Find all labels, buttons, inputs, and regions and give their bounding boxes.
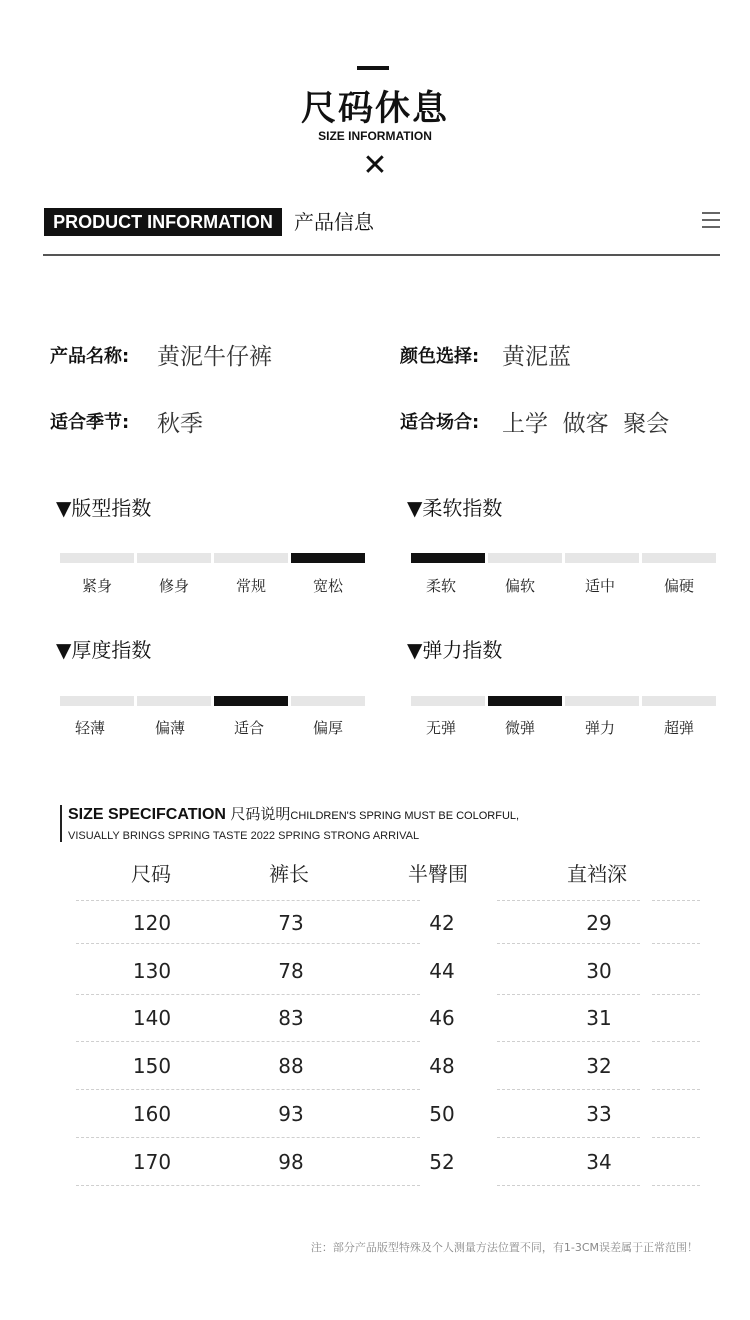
scale-segment <box>565 696 639 706</box>
product-info-banner: PRODUCT INFORMATION <box>44 208 282 236</box>
scale-segment <box>137 696 211 706</box>
table-cell: 48 <box>429 1054 455 1078</box>
table-cell: 46 <box>429 1006 455 1030</box>
table-cell: 88 <box>278 1054 304 1078</box>
table-cell: 160 <box>132 1102 172 1126</box>
table-cell: 30 <box>586 959 612 983</box>
occasion-value: 上学 做客 聚会 <box>502 411 670 437</box>
spec-tagline-1: CHILDREN'S SPRING MUST BE COLORFUL, <box>290 810 520 822</box>
fit-index-title: ▼版型指数 <box>56 496 152 520</box>
scale-segment <box>642 696 716 706</box>
row-divider <box>497 1041 640 1042</box>
season-value: 秋季 <box>157 411 203 437</box>
color-value: 黄泥蓝 <box>502 344 571 370</box>
table-header: 尺码 <box>131 862 171 886</box>
row-divider <box>497 943 640 944</box>
page-title: 尺码休息 <box>300 89 449 129</box>
row-divider <box>652 900 700 901</box>
scale-segment <box>565 553 639 563</box>
scale-segment <box>488 553 562 563</box>
scale-label: 轻薄 <box>74 719 105 737</box>
scale-label: 微弹 <box>504 719 535 737</box>
banner-divider <box>43 254 720 256</box>
row-divider <box>76 1137 420 1138</box>
table-cell: 150 <box>132 1054 172 1078</box>
scale-segment <box>642 553 716 563</box>
scale-label: 偏厚 <box>312 719 343 737</box>
product-info-cn-label: 产品信息 <box>294 210 374 234</box>
cross-icon: ✕ <box>362 148 388 183</box>
row-divider <box>652 994 700 995</box>
table-cell: 42 <box>429 911 455 935</box>
scale-label: 修身 <box>158 577 189 595</box>
header-dash <box>357 66 389 70</box>
occasion-label: 适合场合: <box>400 412 480 433</box>
row-divider <box>76 994 420 995</box>
scale-label: 柔软 <box>425 577 456 595</box>
table-cell: 78 <box>278 959 304 983</box>
scale-segment <box>214 696 288 706</box>
table-header: 裤长 <box>269 862 309 886</box>
scale-label: 偏软 <box>504 577 535 595</box>
scale-label: 宽松 <box>312 577 343 595</box>
season-label: 适合季节: <box>50 412 130 433</box>
softness-index-title: ▼柔软指数 <box>407 496 503 520</box>
row-divider <box>652 1089 700 1090</box>
row-divider <box>497 1089 640 1090</box>
product-name-label: 产品名称: <box>50 346 130 367</box>
spec-tagline-2: VISUALLY BRINGS SPRING TASTE 2022 SPRING STRONG ARRIVAL <box>68 830 420 842</box>
scale-label: 偏硬 <box>663 577 694 595</box>
spec-title <box>68 804 519 826</box>
row-divider <box>76 900 420 901</box>
row-divider <box>497 1185 640 1186</box>
row-divider <box>497 1137 640 1138</box>
scale-segment <box>60 696 134 706</box>
scale-segment <box>291 553 365 563</box>
scale-label: 弹力 <box>584 719 615 737</box>
table-cell: 50 <box>429 1102 455 1126</box>
table-cell: 32 <box>586 1054 612 1078</box>
scale-label: 常规 <box>235 577 266 595</box>
spec-title-en: SIZE SPECIFCATION <box>68 806 226 823</box>
thickness-index-scale <box>60 696 366 746</box>
scale-label: 适中 <box>584 577 615 595</box>
footnote: 注：部分产品版型特殊及个人测量方法位置不同，有1-3CM误差属于正常范围！ <box>310 1241 698 1254</box>
scale-segment <box>411 553 485 563</box>
scale-label: 紧身 <box>81 577 112 595</box>
table-cell: 98 <box>278 1150 304 1174</box>
row-divider <box>497 900 640 901</box>
softness-index-scale <box>411 553 717 603</box>
product-name-value: 黄泥牛仔裤 <box>157 344 272 370</box>
fit-index-scale <box>60 553 366 603</box>
scale-segment <box>214 553 288 563</box>
table-cell: 73 <box>278 911 304 935</box>
table-header: 直裆深 <box>567 862 627 886</box>
row-divider <box>652 1137 700 1138</box>
menu-icon[interactable] <box>702 212 720 230</box>
spec-accent-bar <box>60 805 62 842</box>
elasticity-index-title: ▼弹力指数 <box>407 638 503 662</box>
table-cell: 120 <box>132 911 172 935</box>
table-cell: 83 <box>278 1006 304 1030</box>
table-cell: 130 <box>132 959 172 983</box>
row-divider <box>652 1041 700 1042</box>
table-cell: 52 <box>429 1150 455 1174</box>
scale-label: 无弹 <box>425 719 456 737</box>
scale-segment <box>137 553 211 563</box>
row-divider <box>76 1185 420 1186</box>
table-cell: 29 <box>586 911 612 935</box>
scale-label: 偏薄 <box>154 719 185 737</box>
row-divider <box>652 1185 700 1186</box>
table-cell: 93 <box>278 1102 304 1126</box>
row-divider <box>652 943 700 944</box>
color-label: 颜色选择: <box>400 346 480 367</box>
scale-segment <box>291 696 365 706</box>
table-cell: 44 <box>429 959 455 983</box>
table-cell: 31 <box>586 1006 612 1030</box>
row-divider <box>497 994 640 995</box>
scale-label: 超弹 <box>663 719 694 737</box>
scale-segment <box>488 696 562 706</box>
thickness-index-title: ▼厚度指数 <box>56 638 152 662</box>
table-cell: 140 <box>132 1006 172 1030</box>
table-header: 半臀围 <box>408 862 468 886</box>
scale-label: 适合 <box>233 719 264 737</box>
row-divider <box>76 1089 420 1090</box>
row-divider <box>76 943 420 944</box>
spec-title-cn: 尺码说明 <box>230 805 291 823</box>
table-cell: 33 <box>586 1102 612 1126</box>
table-cell: 34 <box>586 1150 612 1174</box>
elasticity-index-scale <box>411 696 717 746</box>
row-divider <box>76 1041 420 1042</box>
table-cell: 170 <box>132 1150 172 1174</box>
scale-segment <box>411 696 485 706</box>
scale-segment <box>60 553 134 563</box>
page-subtitle: SIZE INFORMATION <box>318 129 432 143</box>
